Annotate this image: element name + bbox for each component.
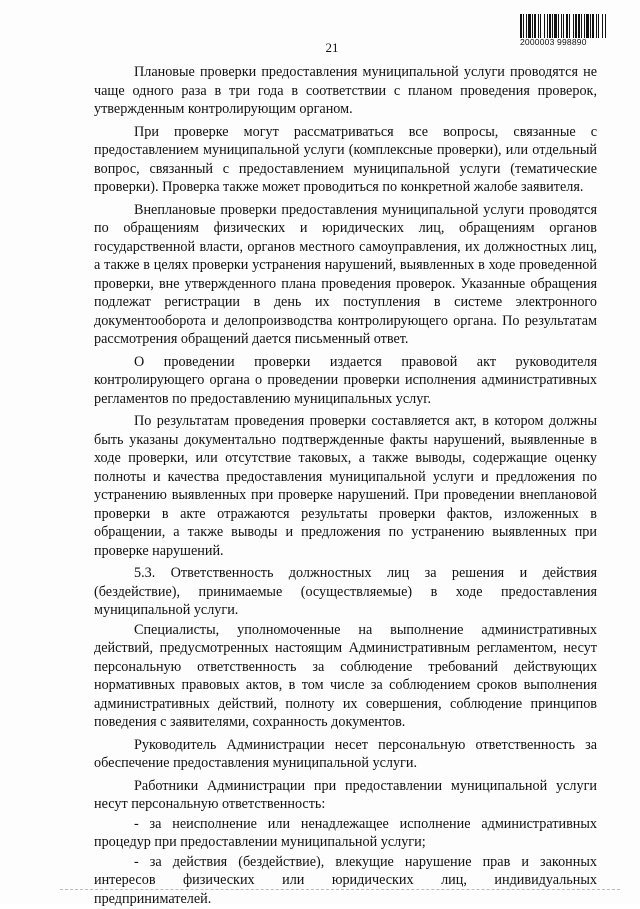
barcode-bar bbox=[526, 14, 527, 38]
barcode-bar bbox=[584, 14, 585, 38]
paragraph-inspection-scope: При проверке могут рассматриваться все вопросы, связанные с предоставлением муниципальной услуги (комплексные проверки), или отдельный вопрос, связанный с предоставлением муниципальной услуги (тематические проверки). Проверка также может проводиться по конкретной жалобе заявителя. bbox=[94, 123, 597, 195]
barcode-bars bbox=[520, 14, 606, 38]
barcode-bar bbox=[561, 14, 562, 38]
paragraph-unscheduled-inspections: Внеплановые проверки предоставления муниципальной услуги проводятся по обращениям физических и юридических лиц, обращениям органов государственной власти, органов местного самоуправления, их должностных лиц, а также в целях проверки устранения нарушений, выявленных в ходе проведенной проверки, вне утвержденного плана проведения проверок. Указанные обращения подлежат регистрации в день их поступления в системе электронного документооборота и делопроизводства контролирующего органа. По результатам рассмотрения обращений дается письменный ответ. bbox=[94, 201, 597, 347]
barcode-bar bbox=[569, 14, 570, 38]
barcode-bar bbox=[575, 14, 577, 38]
paragraph-employees-responsibility: Работники Администрации при предоставлении муниципальной услуги несут персональную ответственность: bbox=[94, 777, 597, 812]
barcode-bar bbox=[520, 14, 522, 38]
barcode-bar bbox=[528, 14, 531, 38]
barcode-bar bbox=[566, 14, 568, 38]
barcode-bar bbox=[573, 14, 574, 38]
barcode-bar bbox=[590, 14, 591, 38]
barcode-bar bbox=[592, 14, 594, 38]
barcode bbox=[520, 14, 606, 47]
barcode-bar bbox=[534, 14, 536, 38]
section-heading-5-3: 5.3. Ответственность должностных лиц за решения и действия (бездействие), принимаемые (осуществляемые) в ходе предоставления муниципальной услуги. bbox=[94, 565, 597, 618]
barcode-bar bbox=[598, 14, 599, 38]
barcode-bar bbox=[532, 14, 533, 38]
document-body bbox=[94, 63, 597, 909]
page-number: 21 bbox=[325, 40, 339, 55]
list-item-rights-violation: - за действия (бездействие), влекущие нарушение прав и законных интересов физических или юридических лиц, индивидуальных предпринимателей. bbox=[94, 853, 597, 907]
barcode-bar bbox=[586, 14, 589, 38]
list-item-nonperformance: - за неисполнение или ненадлежащее исполнение административных процедур при предоставлении муниципальной услуги; bbox=[94, 815, 597, 850]
barcode-bar bbox=[558, 14, 559, 38]
paragraph-head-responsibility: Руководитель Администрации несет персональную ответственность за обеспечение предоставления муниципальной услуги. bbox=[94, 736, 597, 771]
barcode-bar bbox=[563, 14, 564, 38]
barcode-bar bbox=[547, 14, 548, 38]
paragraph-planned-inspections: Плановые проверки предоставления муниципальной услуги проводятся не чаще одного раза в три года в соответствии с планом проведения проверок, утвержденным контролирующим органом. bbox=[94, 64, 597, 117]
barcode-bar bbox=[554, 14, 557, 38]
barcode-bar bbox=[596, 14, 597, 38]
barcode-bar bbox=[602, 14, 603, 38]
barcode-bar bbox=[581, 14, 582, 38]
barcode-bar bbox=[605, 14, 606, 38]
barcode-bar bbox=[549, 14, 551, 38]
barcode-bar bbox=[540, 14, 541, 38]
barcode-bar bbox=[552, 14, 553, 38]
paragraph-inspection-act: О проведении проверки издается правовой акт руководителя контролирующего органа о проведении проверки исполнения административных регламентов по предоставлению муниципальных услуг. bbox=[94, 353, 597, 407]
barcode-bar bbox=[523, 14, 524, 38]
scan-edge-line bbox=[60, 889, 620, 891]
barcode-bar bbox=[578, 14, 580, 38]
paragraph-specialists-responsibility: Специалисты, уполномоченные на выполнение административных действий, предусмотренных настоящим Административным регламентом, несут персональную ответственность за соблюдение требований действующих нормативных правовых актов, в том числе за соблюдением сроков выполнения административных действий, полноту их совершения, соблюдение принципов поведения с заявителями, сохранность документов. bbox=[94, 621, 597, 730]
barcode-number: 2000003 998890 bbox=[520, 37, 587, 47]
barcode-bar bbox=[538, 14, 539, 38]
barcode-bar bbox=[544, 14, 545, 38]
paragraph-inspection-results: По результатам проведения проверки составляется акт, в котором должны быть указаны документально подтвержденные факты нарушений, выявленные в ходе проверки, или отсутствие таковых, а также выводы, содержащие оценку полноты и качества предоставления муниципальной услуги и предложения по устранению выявленных при проверке нарушений. При проведении внеплановой проверки в акте отражаются результаты проверки фактов, изложенных в обращении, а также выводы и предложения по устранению выявленных при проверке нарушений. bbox=[94, 413, 597, 559]
